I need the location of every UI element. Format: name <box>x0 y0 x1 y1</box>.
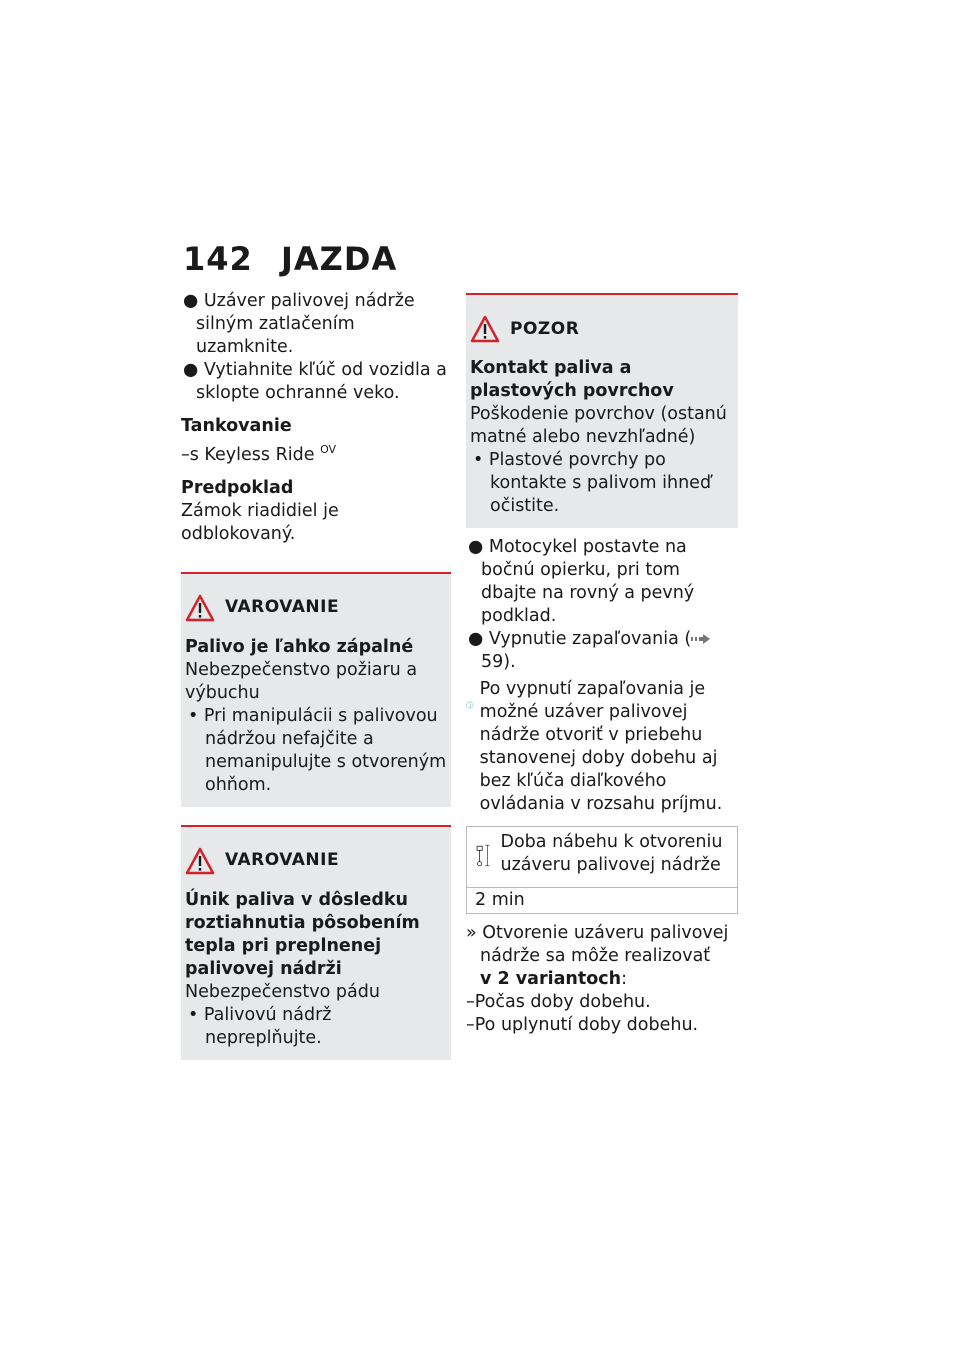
info-icon <box>466 684 474 726</box>
list-item: ● Motocykel postavte na bočnú opierku, pri tom dbajte na rovný a pevný podklad. <box>468 537 695 626</box>
warning-icon <box>185 847 215 875</box>
table-label: Doba nábehu k otvoreniu uzáveru palivovej nádrže <box>500 832 723 875</box>
warning-box <box>181 825 451 1060</box>
refuel-heading: Tankovanie <box>181 416 292 436</box>
warning-label: VAROVANIE <box>225 597 340 618</box>
page-reference-arrow-icon <box>691 633 711 645</box>
warning-label: VAROVANIE <box>225 850 340 871</box>
result-text: » Otvorenie uzáveru palivovej nádrže sa môže realizovať v 2 variantoch: <box>466 923 729 989</box>
warning-bullet: • Palivovú nádrž nepreplňujte. <box>188 1004 332 1048</box>
left-column <box>181 290 451 1060</box>
caution-title: Kontakt paliva a plastových povrchov <box>470 358 674 401</box>
info-text: Po vypnutí zapaľovania je možné uzáver palivovej nádrže otvoriť v priebehu stanovenej doby dobehu aj bez kľúča diaľkového ovládania v rozsahu príjmu. <box>479 679 723 814</box>
refuel-variant: –s Keyless Ride $^{OV}$ <box>181 443 337 465</box>
page-header <box>183 240 397 278</box>
info-note <box>466 678 738 816</box>
variant-item: –Počas doby dobehu. <box>466 992 651 1012</box>
data-table <box>466 826 738 914</box>
caution-bullet: • Plastové povrchy po kontakte s palivom ihneď očistite. <box>473 450 712 516</box>
timer-key-icon <box>475 831 493 881</box>
variant-item: –Po uplynutí doby dobehu. <box>466 1015 699 1035</box>
caution-text: Poškodenie povrchov (ostanú matné alebo nevzhľadné) <box>470 404 727 447</box>
warning-bullet: • Pri manipulácii s palivovou nádržou nefajčite a nemanipulujte s otvoreným ohňom. <box>188 705 447 795</box>
list-item: ● Vytiahnite kľúč od vozidla a sklopte ochranné veko. <box>183 360 447 403</box>
section-title: JAZDA <box>281 240 398 278</box>
warning-text: Nebezpečenstvo požiaru a výbuchu <box>185 659 418 703</box>
right-column <box>466 293 738 1037</box>
warning-title: Palivo je ľahko zápalné <box>185 636 414 657</box>
list-item: ● Vypnutie zapaľovania ( 59). <box>466 628 738 674</box>
page-number: 142 <box>183 240 253 278</box>
warning-icon <box>470 315 500 343</box>
warning-icon <box>185 594 215 622</box>
precondition-text: Zámok riadidiel je odblokovaný. <box>181 500 339 544</box>
list-item: ● Uzáver palivovej nádrže silným zatlačením uzamknite. <box>183 291 415 357</box>
warning-box <box>181 572 451 807</box>
precondition-heading: Predpoklad <box>181 477 294 498</box>
page-reference[interactable]: 59). <box>481 652 516 672</box>
table-value: 2 min <box>467 887 737 913</box>
caution-box <box>466 293 738 528</box>
warning-text: Nebezpečenstvo pádu <box>185 981 380 1002</box>
caution-label: POZOR <box>510 318 580 339</box>
warning-title: Únik paliva v dôsledku roztiahnutia pôsobením tepla pri preplnenej palivovej nádrži <box>185 889 420 979</box>
